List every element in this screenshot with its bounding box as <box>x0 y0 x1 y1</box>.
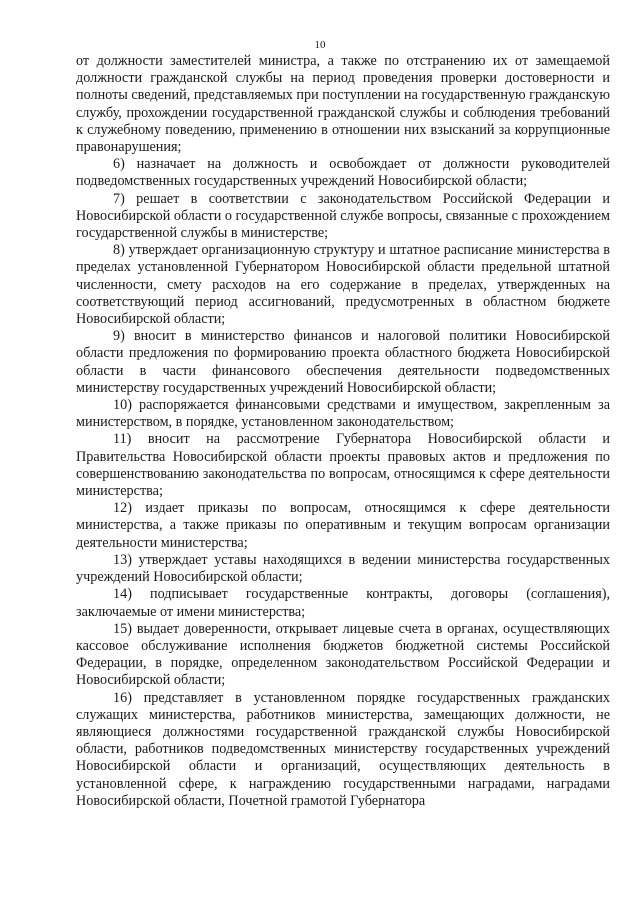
paragraph-item-15: 15) выдает доверенности, открывает лицевые счета в органах, осуществляющих кассовое обслуживание исполнения бюджетов бюджетной системы Российской Федерации, в порядке, определенном законодательством Российской Федерации и Новосибирской области; <box>76 620 610 689</box>
paragraph-item-7: 7) решает в соответствии с законодательством Российской Федерации и Новосибирской области о государственной службе вопросы, связанные с прохождением государственной службы в министерстве; <box>76 190 610 242</box>
page-number: 10 <box>314 39 326 51</box>
paragraph-item-10: 10) распоряжается финансовыми средствами и имуществом, закрепленным за министерством, в порядке, установленном законодательством; <box>76 397 610 431</box>
paragraph-item-11: 11) вносит на рассмотрение Губернатора Новосибирской области и Правительства Новосибирской области проекты правовых актов и предложения по совершенствованию законодательства по вопросам, относящимся к сфере деятельности министерства; <box>76 431 610 500</box>
paragraph-item-6: 6) назначает на должность и освобождает от должности руководителей подведомственных государственных учреждений Новосибирской области; <box>76 156 610 190</box>
paragraph-continuation: от должности заместителей министра, а также по отстранению их от замещаемой должности гражданской службы на период проведения проверки достоверности и полноты сведений, представляемых при поступлении на государственную гражданскую службу, прохождении государственной гражданской службы и соблюдения требований к служебному поведению, применению в отношении них взысканий за коррупционные правонарушения; <box>76 53 610 156</box>
paragraph-item-14: 14) подписывает государственные контракты, договоры (соглашения), заключаемые от имени министерства; <box>76 586 610 620</box>
paragraph-item-9: 9) вносит в министерство финансов и налоговой политики Новосибирской области предложения по формированию проекта областного бюджета Новосибирской области в части финансового обеспечения деятельности подведомственных министерству государственных учреждений Новосибирской области; <box>76 328 610 396</box>
paragraph-item-12: 12) издает приказы по вопросам, относящимся к сфере деятельности министерства, а также приказы по оперативным и текущим вопросам организации деятельности министерства; <box>76 500 610 551</box>
paragraph-item-8: 8) утверждает организационную структуру и штатное расписание министерства в пределах установленной Губернатором Новосибирской области предельной штатной численности, смету расходов на его содержание в пределах, утвержденных на соответствующий период ассигнований, предусмотренных в областном бюджете Новосибирской области; <box>76 242 610 328</box>
document-body <box>76 53 610 810</box>
paragraph-item-13: 13) утверждает уставы находящихся в ведении министерства государственных учреждений Новосибирской области; <box>76 551 610 586</box>
paragraph-item-16: 16) представляет в установленном порядке государственных гражданских служащих министерства, работников министерства, замещающих должности, не являющиеся должностями государственной гражданской службы Новосибирской области, работников подведомственных министерству государственных учреждений Новосибирской области и организаций, осуществляющих деятельность в установленной сфере, к награждению государственными наградами, наградами Новосибирской области, Почетной грамотой Губернатора <box>76 689 610 809</box>
